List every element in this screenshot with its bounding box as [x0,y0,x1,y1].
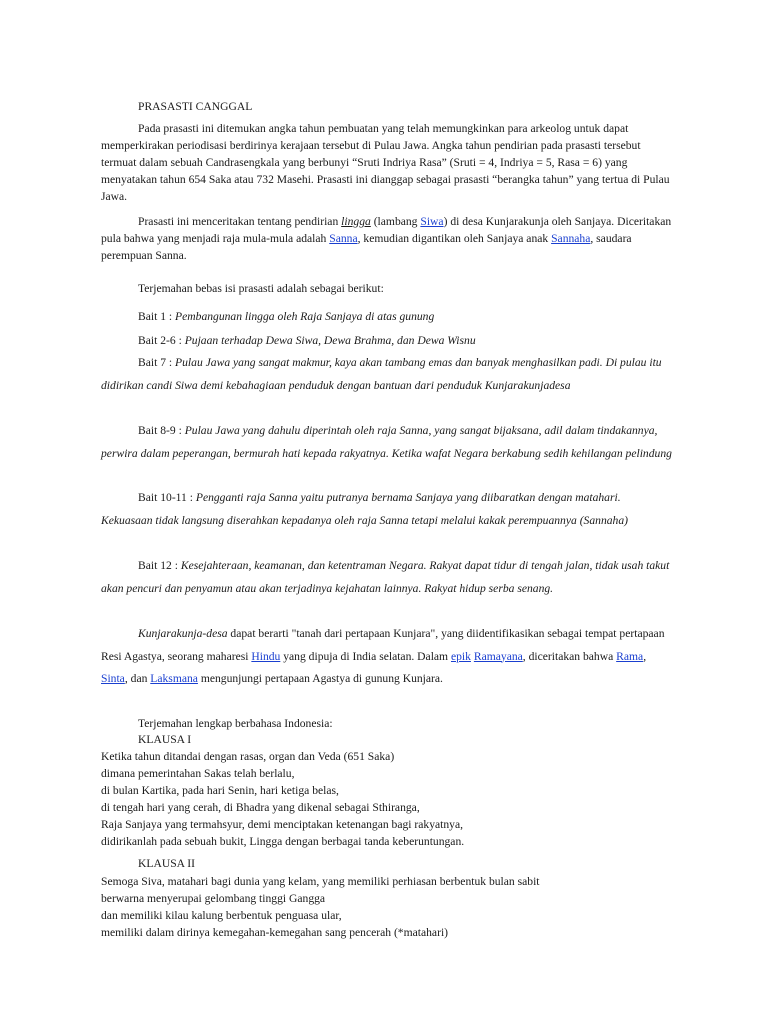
sanna-link[interactable]: Sanna [329,232,358,245]
verse-12 [101,555,675,600]
verse-text: Pulau Jawa yang sangat makmur, kaya akan tambang emas dan banyak menghasilkan padi. Di pulau itu didirikan candi Siwa demi kebahagiaan penduduk dengan bantuan dari penduduk Kunjarakunjadesa [101,356,662,392]
paragraph-text: Prasasti ini menceritakan tentang pendirian [138,215,342,228]
paragraph-kunjarakunja [101,623,675,691]
verse-text: Pengganti raja Sanna yaitu putranya bernama Sanjaya yang diibaratkan dengan matahari. Kekuasaan tidak langsung diserahkan kepadanya oleh raja Sanna tetapi melalui kakak perempuannya (Sannaha) [101,491,628,527]
paragraph-text: , diceritakan bahwa [522,649,617,663]
ramayana-link[interactable]: Ramayana [473,649,523,663]
laksmana-link[interactable]: Laksmana [150,672,198,685]
verse-2-6 [101,330,675,353]
hindu-link[interactable]: Hindu [251,649,281,663]
verse-label: Bait 7 : [138,356,176,369]
verse-line: di tengah hari yang cerah, di Bhadra yang dikenal sebagai Sthiranga, [101,801,420,814]
paragraph-text: (lambang [370,215,421,228]
paragraph-text: , [643,649,647,663]
paragraph-text: , dan [124,672,151,685]
paragraph-text: dapat berarti "tanah dari pertapaan Kunjara", yang diidentifikasikan sebagai tempat pertapaan Resi Agastya, seorang maharesi [101,627,665,663]
verse-line: memiliki dalam dirinya kemegahan-kemegahan sang pencerah (*matahari) [101,926,449,939]
verse-line: berwarna menyerupai gelombang tinggi Gangga [101,892,326,905]
verse-label: Bait 2-6 : [138,334,185,347]
verse-1 [101,306,675,329]
verse-label: Bait 10-11 : [138,491,196,504]
kunjarakunja-term: Kunjarakunja-desa [138,627,228,640]
paragraph-canggal-dating: Pada prasasti ini ditemukan angka tahun pembuatan yang telah memungkinkan para arkeolog untuk dapat memperkirakan periodisasi berdirinya kerajaan tersebut di Pulau Jawa. Angka tahun pendirian pada prasasti tersebut termuat dalam sebuah Candrasengkala yang berbunyi “Sruti Indriya Rasa” (Sruti = 4, Indriya = 5, Rasa = 6) yang menyatakan tahun 654 Saka atau 732 Masehi. Prasasti ini dianggap sebagai prasasti “berangka tahun” yang tertua di Pulau Jawa. [101,122,670,203]
lingga-term: lingga [341,215,371,228]
paragraph-text: mengunjungi pertapaan Agastya di gunung Kunjara. [197,672,443,685]
verse-7 [101,352,675,397]
paragraph-text: ) di desa Kunjarakunja oleh Sanjaya. Diceritakan pula bahwa yang menjadi raja mula-mula adalah [101,215,672,245]
klausa-2-heading: KLAUSA II [138,857,196,870]
verse-line: didirikanlah pada sebuah bukit, Lingga dengan berbagai tanda keberuntungan. [101,835,465,848]
siwa-link[interactable]: Siwa [420,215,444,228]
epik-link[interactable]: epik [450,649,471,663]
document-title: PRASASTI CANGGAL [138,100,253,113]
verse-text: Pembangunan lingga oleh Raja Sanjaya di atas gunung [175,310,435,323]
verse-line: di bulan Kartika, pada hari Senin, hari ketiga belas, [101,784,339,797]
verse-line: Raja Sanjaya yang termahsyur, demi menciptakan ketenangan bagi rakyatnya, [101,818,464,831]
sinta-link[interactable]: Sinta [101,672,125,685]
paragraph-founding [101,213,675,264]
verse-8-9 [101,420,675,465]
verse-line: dimana pemerintahan Sakas telah berlalu, [101,767,295,780]
verse-line: Semoga Siva, matahari bagi dunia yang kelam, yang memiliki perhiasan berbentuk bulan sabit [101,875,540,888]
klausa-2-lines [101,873,540,941]
verse-line: Ketika tahun ditandai dengan rasas, organ dan Veda (651 Saka) [101,750,395,763]
translation-intro: Terjemahan bebas isi prasasti adalah sebagai berikut: [138,282,384,295]
klausa-1-lines [101,748,464,850]
verse-text: Kesejahteraan, keamanan, dan ketentraman Negara. Rakyat dapat tidur di tengah jalan, tidak usah takut akan pencuri dan penyamun atau akan terjadinya kejahatan lainnya. Rakyat hidup serba senang. [101,559,670,595]
paragraph-text: , kemudian digantikan oleh Sanjaya anak [357,232,552,245]
verse-label: Bait 1 : [138,310,176,323]
verse-text: Pujaan terhadap Dewa Siwa, Dewa Brahma, dan Dewa Wisnu [184,334,476,347]
sannaha-link[interactable]: Sannaha [551,232,591,245]
verse-text: Pulau Jawa yang dahulu diperintah oleh raja Sanna, yang sangat bijaksana, adil dalam tindakannya, perwira dalam peperangan, bermurah hati kepada rakyatnya. Ketika wafat Negara berkabung sedih kehilangan pelindung [101,424,672,460]
paragraph-text: , saudara perempuan Sanna. [101,232,632,262]
verse-label: Bait 12 : [138,559,181,572]
verse-line: dan memiliki kilau kalung berbentuk penguasa ular, [101,909,342,922]
full-translation-title: Terjemahan lengkap berbahasa Indonesia: [138,717,333,730]
verse-10-11 [101,487,675,532]
paragraph-text: yang dipuja di India selatan. Dalam [280,649,451,663]
verse-label: Bait 8-9 : [138,424,185,437]
rama-link[interactable]: Rama [616,649,644,663]
klausa-1-heading: KLAUSA I [138,733,192,746]
